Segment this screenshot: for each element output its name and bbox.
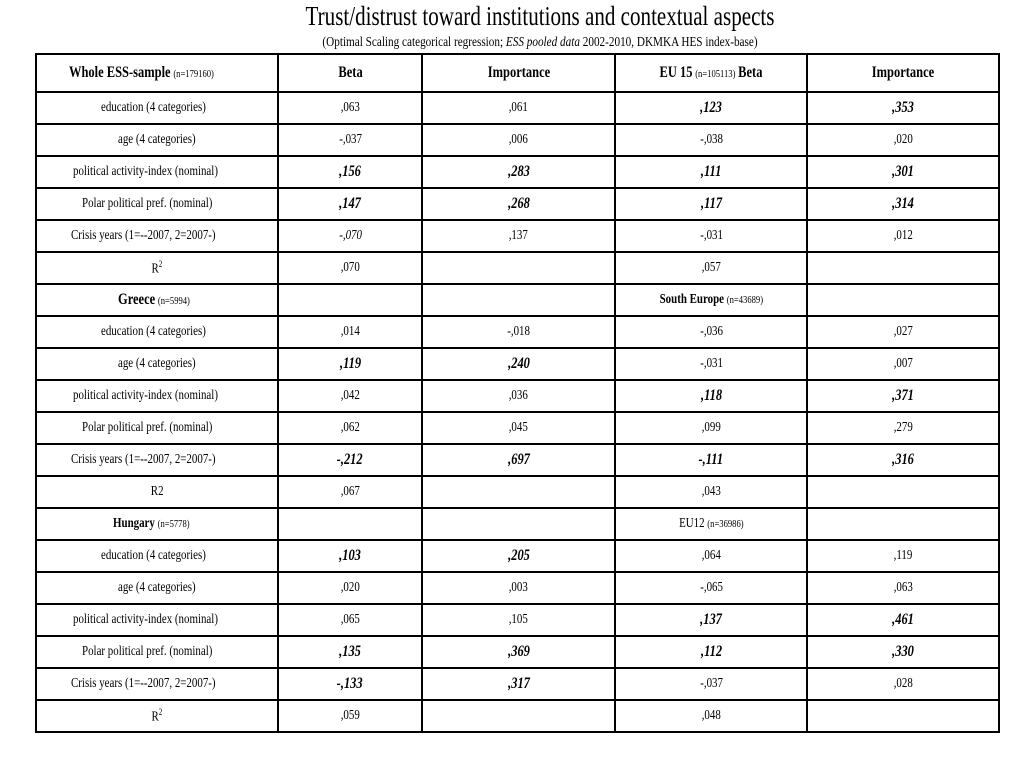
cell-whole-r2: ,070 bbox=[278, 252, 422, 284]
cell-empty bbox=[422, 508, 615, 540]
cell-whole-importance: ,283 bbox=[422, 156, 615, 188]
cell-hungary-beta: ,103 bbox=[278, 540, 422, 572]
subtitle-italic: ESS pooled data bbox=[505, 35, 580, 50]
row-label: Crisis years (1=--2007, 2=2007-) bbox=[36, 220, 278, 252]
cell-greece-importance: ,045 bbox=[422, 412, 615, 444]
cell-eu15-beta: -,031 bbox=[615, 220, 808, 252]
header-eu15-label: EU 15 bbox=[659, 64, 693, 81]
header-sample-label: Whole ESS-sample bbox=[69, 64, 171, 81]
row-label-r2: R2 bbox=[36, 476, 278, 508]
cell-hungary-importance: ,369 bbox=[422, 636, 615, 668]
cell-whole-beta: ,147 bbox=[278, 188, 422, 220]
header-eu15-beta: Beta bbox=[738, 64, 763, 81]
cell-south-beta: -,036 bbox=[615, 316, 808, 348]
cell-hungary-importance: ,105 bbox=[422, 604, 615, 636]
cell-south-beta: ,099 bbox=[615, 412, 808, 444]
row-label: political activity-index (nominal) bbox=[36, 156, 278, 188]
cell-eu12-importance: ,063 bbox=[807, 572, 999, 604]
cell-eu12-beta: ,137 bbox=[615, 604, 808, 636]
cell-hungary-beta: ,135 bbox=[278, 636, 422, 668]
cell-empty bbox=[422, 252, 615, 284]
cell-hungary-beta: -,133 bbox=[278, 668, 422, 700]
row-label: Crisis years (1=--2007, 2=2007-) bbox=[36, 444, 278, 476]
cell-hungary-beta: ,020 bbox=[278, 572, 422, 604]
cell-empty bbox=[807, 508, 999, 540]
row-label-r2: $R^2$ bbox=[36, 252, 278, 284]
cell-empty bbox=[278, 508, 422, 540]
cell-eu15-beta: -,038 bbox=[615, 124, 808, 156]
cell-eu12-beta: ,112 bbox=[615, 636, 808, 668]
slide-title: Trust/distrust toward institutions and contextual aspects bbox=[305, 1, 775, 31]
cell-eu15-beta: ,123 bbox=[615, 92, 808, 124]
row-label: Crisis years (1=--2007, 2=2007-) bbox=[36, 668, 278, 700]
group-label-eu12: EU12 (n=36986) bbox=[615, 508, 808, 540]
cell-eu15-beta: ,117 bbox=[615, 188, 808, 220]
cell-hungary-importance: ,003 bbox=[422, 572, 615, 604]
cell-hungary-importance: ,205 bbox=[422, 540, 615, 572]
cell-hungary-r2: ,059 bbox=[278, 700, 422, 732]
group-label-greece: Greece (n=5994) bbox=[36, 284, 278, 316]
cell-empty bbox=[422, 284, 615, 316]
cell-empty bbox=[807, 700, 999, 732]
cell-south-importance: ,316 bbox=[807, 444, 999, 476]
group-label-south-europe: South Europe (n=43689) bbox=[615, 284, 808, 316]
table-group-row bbox=[36, 508, 999, 540]
cell-south-importance: ,371 bbox=[807, 380, 999, 412]
cell-greece-r2: ,067 bbox=[278, 476, 422, 508]
table-row bbox=[36, 572, 999, 604]
row-label: age (4 categories) bbox=[36, 348, 278, 380]
cell-whole-beta: ,063 bbox=[278, 92, 422, 124]
subtitle-text-end: 2002-2010, DKMKA HES index-base) bbox=[579, 35, 758, 50]
cell-eu12-importance: ,119 bbox=[807, 540, 999, 572]
cell-empty bbox=[807, 284, 999, 316]
header-beta: Beta bbox=[278, 54, 422, 92]
table-group-row bbox=[36, 284, 999, 316]
table-row bbox=[36, 636, 999, 668]
table-row bbox=[36, 220, 999, 252]
cell-greece-beta: ,014 bbox=[278, 316, 422, 348]
cell-south-importance: ,027 bbox=[807, 316, 999, 348]
group-label-hungary: Hungary (n=5778) bbox=[36, 508, 278, 540]
cell-south-importance: ,007 bbox=[807, 348, 999, 380]
row-label: education (4 categories) bbox=[36, 540, 278, 572]
table-row bbox=[36, 412, 999, 444]
cell-greece-importance: -,018 bbox=[422, 316, 615, 348]
table-row bbox=[36, 540, 999, 572]
cell-hungary-importance: ,317 bbox=[422, 668, 615, 700]
cell-south-beta: -,031 bbox=[615, 348, 808, 380]
cell-eu12-importance: ,461 bbox=[807, 604, 999, 636]
cell-greece-importance: ,036 bbox=[422, 380, 615, 412]
cell-eu15-importance: ,353 bbox=[807, 92, 999, 124]
cell-eu12-beta: ,064 bbox=[615, 540, 808, 572]
cell-eu12-importance: ,028 bbox=[807, 668, 999, 700]
row-label: Polar political pref. (nominal) bbox=[36, 412, 278, 444]
cell-empty bbox=[422, 476, 615, 508]
cell-empty bbox=[278, 284, 422, 316]
cell-eu12-r2: ,048 bbox=[615, 700, 808, 732]
cell-eu15-importance: ,020 bbox=[807, 124, 999, 156]
cell-whole-importance: ,006 bbox=[422, 124, 615, 156]
table-row bbox=[36, 380, 999, 412]
cell-empty bbox=[422, 700, 615, 732]
cell-greece-beta: -,212 bbox=[278, 444, 422, 476]
cell-empty bbox=[807, 476, 999, 508]
header-importance-2: Importance bbox=[807, 54, 999, 92]
cell-greece-beta: ,119 bbox=[278, 348, 422, 380]
cell-eu12-importance: ,330 bbox=[807, 636, 999, 668]
slide-subtitle bbox=[108, 34, 972, 52]
header-sample bbox=[36, 54, 278, 92]
cell-south-r2: ,043 bbox=[615, 476, 808, 508]
cell-eu15-r2: ,057 bbox=[615, 252, 808, 284]
table-header-row bbox=[36, 54, 999, 92]
table-row bbox=[36, 92, 999, 124]
cell-south-beta: -,111 bbox=[615, 444, 808, 476]
cell-greece-importance: ,697 bbox=[422, 444, 615, 476]
row-label: age (4 categories) bbox=[36, 572, 278, 604]
row-label-r2: $R^2$ bbox=[36, 700, 278, 732]
row-label: Polar political pref. (nominal) bbox=[36, 188, 278, 220]
cell-greece-importance: ,240 bbox=[422, 348, 615, 380]
row-label: education (4 categories) bbox=[36, 92, 278, 124]
cell-whole-importance: ,137 bbox=[422, 220, 615, 252]
cell-whole-beta: -,037 bbox=[278, 124, 422, 156]
cell-eu15-importance: ,314 bbox=[807, 188, 999, 220]
subtitle-text: (Optimal Scaling categorical regression; bbox=[322, 35, 506, 50]
table-row bbox=[36, 668, 999, 700]
cell-empty bbox=[807, 252, 999, 284]
cell-whole-beta: ,156 bbox=[278, 156, 422, 188]
cell-eu15-importance: ,012 bbox=[807, 220, 999, 252]
cell-whole-importance: ,268 bbox=[422, 188, 615, 220]
row-label: political activity-index (nominal) bbox=[36, 380, 278, 412]
table-row bbox=[36, 700, 999, 732]
table-row bbox=[36, 604, 999, 636]
cell-south-importance: ,279 bbox=[807, 412, 999, 444]
header-eu15-n: (n=105113) bbox=[695, 68, 736, 80]
table-row bbox=[36, 316, 999, 348]
header-importance: Importance bbox=[422, 54, 615, 92]
table-row bbox=[36, 252, 999, 284]
cell-eu15-beta: ,111 bbox=[615, 156, 808, 188]
table-row bbox=[36, 476, 999, 508]
cell-eu12-beta: -,037 bbox=[615, 668, 808, 700]
header-sample-n: (n=179160) bbox=[173, 68, 215, 80]
cell-eu15-importance: ,301 bbox=[807, 156, 999, 188]
row-label: age (4 categories) bbox=[36, 124, 278, 156]
cell-whole-importance: ,061 bbox=[422, 92, 615, 124]
cell-greece-beta: ,062 bbox=[278, 412, 422, 444]
cell-south-beta: ,118 bbox=[615, 380, 808, 412]
table-row bbox=[36, 444, 999, 476]
cell-whole-beta: -,070 bbox=[278, 220, 422, 252]
table-row bbox=[36, 156, 999, 188]
row-label: education (4 categories) bbox=[36, 316, 278, 348]
table-row bbox=[36, 188, 999, 220]
table-row bbox=[36, 348, 999, 380]
cell-greece-beta: ,042 bbox=[278, 380, 422, 412]
cell-hungary-beta: ,065 bbox=[278, 604, 422, 636]
table-row bbox=[36, 124, 999, 156]
row-label: political activity-index (nominal) bbox=[36, 604, 278, 636]
row-label: Polar political pref. (nominal) bbox=[36, 636, 278, 668]
regression-table bbox=[35, 53, 1000, 733]
header-eu15 bbox=[615, 54, 808, 92]
cell-eu12-beta: -,065 bbox=[615, 572, 808, 604]
